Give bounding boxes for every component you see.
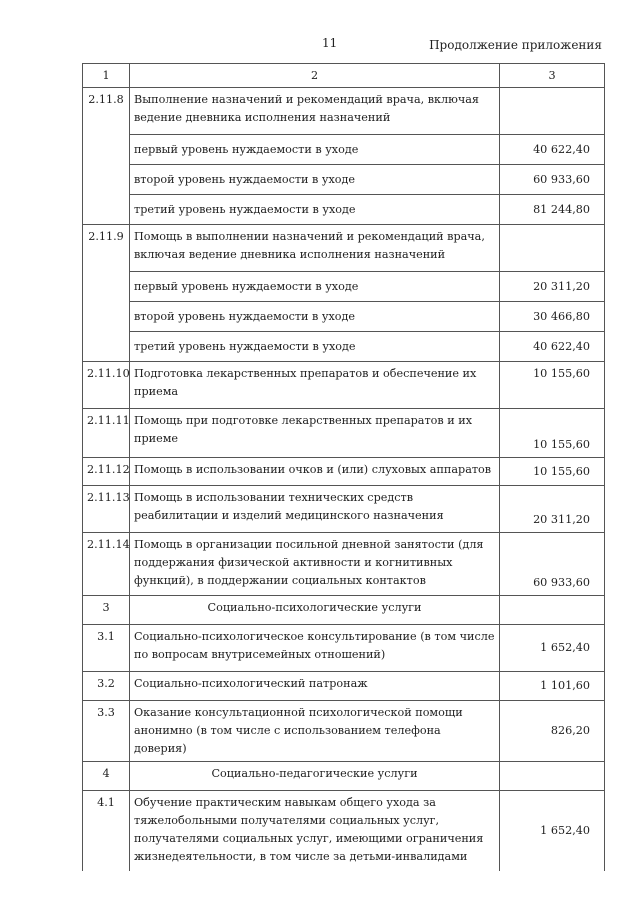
row-code: 4.1 <box>83 791 130 872</box>
row-description: первый уровень нуждаемости в уходе <box>130 272 500 302</box>
row-code: 3.2 <box>83 672 130 701</box>
row-description: Помощь в использовании очков и (или) слуховых аппаратов <box>130 458 500 486</box>
tariff-table <box>82 63 605 871</box>
row-description: второй уровень нуждаемости в уходе <box>130 302 500 332</box>
row-value: 1 652,40 <box>500 625 605 672</box>
row-code: 3 <box>83 596 130 625</box>
row-value: 60 933,60 <box>500 165 605 195</box>
column-header: 1 <box>83 64 130 88</box>
row-value: 10 155,60 <box>500 458 605 486</box>
row-value: 1 652,40 <box>500 791 605 872</box>
row-value: 40 622,40 <box>500 135 605 165</box>
continuation-label: Продолжение приложения <box>429 38 602 52</box>
row-value: 30 466,80 <box>500 302 605 332</box>
row-value: 826,20 <box>500 701 605 762</box>
row-value <box>500 762 605 791</box>
row-code: 2.11.9 <box>83 225 130 362</box>
row-value: 10 155,60 <box>500 362 605 409</box>
section-title: Социально-педагогические услуги <box>130 762 500 791</box>
table-row <box>83 458 605 486</box>
row-description: Помощь при подготовке лекарственных препаратов и их приеме <box>130 409 500 458</box>
row-value <box>500 88 605 135</box>
table-row <box>83 533 605 596</box>
row-description: Помощь в организации посильной дневной занятости (для поддержания физической активности и когнитивных функций), в поддержании социальных контактов <box>130 533 500 596</box>
table-row <box>83 362 605 409</box>
row-description: Социально-психологическое консультирование (в том числе по вопросам внутрисемейных отношений) <box>130 625 500 672</box>
row-value <box>500 225 605 272</box>
table-row <box>83 332 605 362</box>
row-value <box>500 596 605 625</box>
table-row <box>83 225 605 272</box>
row-value: 1 101,60 <box>500 672 605 701</box>
table-row <box>83 791 605 872</box>
row-description: Обучение практическим навыкам общего ухода за тяжелобольными получателями социальных услуг, получателями социальных услуг, имеющими ограничения жизнедеятельности, в том числе за детьми-инвалидами <box>130 791 500 872</box>
row-value: 40 622,40 <box>500 332 605 362</box>
table-row <box>83 165 605 195</box>
table-row <box>83 302 605 332</box>
table-row <box>83 195 605 225</box>
row-code: 2.11.12 <box>83 458 130 486</box>
row-description: Помощь в использовании технических средств реабилитации и изделий медицинского назначения <box>130 486 500 533</box>
section-row <box>83 762 605 791</box>
row-description: первый уровень нуждаемости в уходе <box>130 135 500 165</box>
row-description: Выполнение назначений и рекомендаций врача, включая ведение дневника исполнения назначений <box>130 88 500 135</box>
row-description: Подготовка лекарственных препаратов и обеспечение их приема <box>130 362 500 409</box>
row-code: 2.11.14 <box>83 533 130 596</box>
row-code: 3.3 <box>83 701 130 762</box>
row-value: 20 311,20 <box>500 272 605 302</box>
row-code: 2.11.10 <box>83 362 130 409</box>
table-row <box>83 625 605 672</box>
section-title: Социально-психологические услуги <box>130 596 500 625</box>
table-header-row <box>83 64 605 88</box>
row-description: третий уровень нуждаемости в уходе <box>130 332 500 362</box>
column-header: 3 <box>500 64 605 88</box>
table-row <box>83 672 605 701</box>
row-value: 10 155,60 <box>500 409 605 458</box>
row-description: Социально-психологический патронаж <box>130 672 500 701</box>
row-value: 81 244,80 <box>500 195 605 225</box>
row-value: 20 311,20 <box>500 486 605 533</box>
row-code: 2.11.11 <box>83 409 130 458</box>
row-description: Оказание консультационной психологической помощи анонимно (в том числе с использованием телефона доверия) <box>130 701 500 762</box>
row-code: 4 <box>83 762 130 791</box>
section-row <box>83 596 605 625</box>
table-row <box>83 701 605 762</box>
column-header: 2 <box>130 64 500 88</box>
page-number: 11 <box>322 36 338 50</box>
table-row <box>83 88 605 135</box>
row-code: 2.11.13 <box>83 486 130 533</box>
row-description: второй уровень нуждаемости в уходе <box>130 165 500 195</box>
row-value: 60 933,60 <box>500 533 605 596</box>
row-code: 3.1 <box>83 625 130 672</box>
table-row <box>83 272 605 302</box>
table-row <box>83 409 605 458</box>
table-row <box>83 486 605 533</box>
row-description: Помощь в выполнении назначений и рекомендаций врача, включая ведение дневника исполнения назначений <box>130 225 500 272</box>
row-code: 2.11.8 <box>83 88 130 225</box>
table-row <box>83 135 605 165</box>
row-description: третий уровень нуждаемости в уходе <box>130 195 500 225</box>
